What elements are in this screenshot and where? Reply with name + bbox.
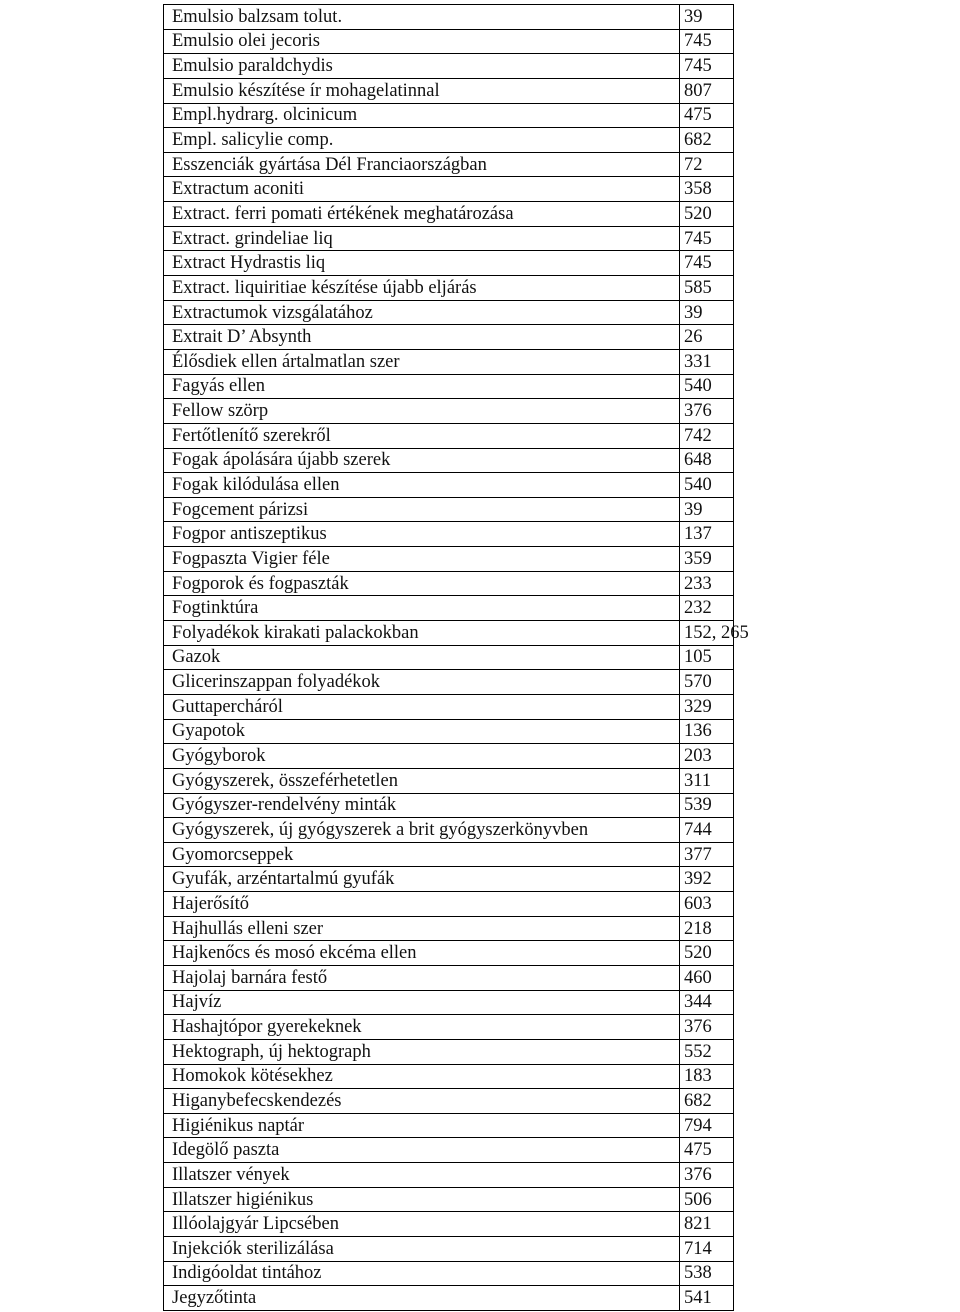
table-row xyxy=(164,300,734,325)
index-term: Injekciók sterilizálása xyxy=(164,1237,680,1262)
table-row xyxy=(164,128,734,153)
page-number: 603 xyxy=(680,892,734,917)
page-number: 682 xyxy=(680,128,734,153)
table-row xyxy=(164,448,734,473)
table-row xyxy=(164,473,734,498)
table-row xyxy=(164,177,734,202)
index-term: Gyógyszer-rendelvény minták xyxy=(164,793,680,818)
page-number: 540 xyxy=(680,374,734,399)
page-number: 745 xyxy=(680,251,734,276)
index-term: Empl. salicylie comp. xyxy=(164,128,680,153)
index-term: Illóolajgyár Lipcsében xyxy=(164,1212,680,1237)
index-term: Illatszer vények xyxy=(164,1163,680,1188)
page-number: 552 xyxy=(680,1039,734,1064)
index-term: Fertőtlenítő szerekről xyxy=(164,423,680,448)
index-term: Gyógyszerek, új gyógyszerek a brit gyógyszerkönyvben xyxy=(164,818,680,843)
table-row xyxy=(164,621,734,646)
table-row xyxy=(164,571,734,596)
table-row xyxy=(164,29,734,54)
table-row xyxy=(164,768,734,793)
index-table-body xyxy=(164,5,749,1311)
page-number: 585 xyxy=(680,276,734,301)
page-number: 714 xyxy=(680,1237,734,1262)
table-row xyxy=(164,670,734,695)
page-number: 329 xyxy=(680,694,734,719)
index-term: Fogtinktúra xyxy=(164,596,680,621)
page-number: 39 xyxy=(680,300,734,325)
page-number: 376 xyxy=(680,1163,734,1188)
table-row xyxy=(164,1212,734,1237)
table-row xyxy=(164,374,734,399)
page-number: 359 xyxy=(680,547,734,572)
index-term: Extract. ferri pomati értékének meghatározása xyxy=(164,202,680,227)
index-term: Homokok kötésekhez xyxy=(164,1064,680,1089)
index-term: Esszenciák gyártása Dél Franciaországban xyxy=(164,152,680,177)
index-term: Hajerősítő xyxy=(164,892,680,917)
index-term: Gyomorcseppek xyxy=(164,842,680,867)
index-term: Fagyás ellen xyxy=(164,374,680,399)
table-row xyxy=(164,349,734,374)
table-row xyxy=(164,1286,734,1311)
page-number: 794 xyxy=(680,1113,734,1138)
table-row xyxy=(164,1163,734,1188)
page-number: 203 xyxy=(680,744,734,769)
index-term: Fogak kilódulása ellen xyxy=(164,473,680,498)
index-term: Hajhullás elleni szer xyxy=(164,916,680,941)
page-number: 136 xyxy=(680,719,734,744)
table-row xyxy=(164,1089,734,1114)
page-number: 39 xyxy=(680,5,734,30)
index-term: Fellow szörp xyxy=(164,399,680,424)
index-term: Guttapercháról xyxy=(164,694,680,719)
index-term: Extract. grindeliae liq xyxy=(164,226,680,251)
index-term: Empl.hydrarg. olcinicum xyxy=(164,103,680,128)
index-term: Idegölő paszta xyxy=(164,1138,680,1163)
page-number: 807 xyxy=(680,78,734,103)
page-number: 520 xyxy=(680,941,734,966)
page-number: 376 xyxy=(680,1015,734,1040)
index-term: Fogcement párizsi xyxy=(164,497,680,522)
page-number: 570 xyxy=(680,670,734,695)
table-row xyxy=(164,251,734,276)
table-row xyxy=(164,744,734,769)
table-row xyxy=(164,1261,734,1286)
index-term: Gyógyszerek, összeférhetetlen xyxy=(164,768,680,793)
page-number: 520 xyxy=(680,202,734,227)
table-row xyxy=(164,1187,734,1212)
page-number: 39 xyxy=(680,497,734,522)
table-row xyxy=(164,202,734,227)
table-row xyxy=(164,842,734,867)
page-number: 539 xyxy=(680,793,734,818)
table-row xyxy=(164,276,734,301)
index-term: Fogpor antiszeptikus xyxy=(164,522,680,547)
page-number: 233 xyxy=(680,571,734,596)
page-number: 344 xyxy=(680,990,734,1015)
index-term: Hajkenőcs és mosó ekcéma ellen xyxy=(164,941,680,966)
index-term: Gyapotok xyxy=(164,719,680,744)
page-number: 742 xyxy=(680,423,734,448)
table-row xyxy=(164,1064,734,1089)
table-row xyxy=(164,1039,734,1064)
index-term: Fogporok és fogpaszták xyxy=(164,571,680,596)
table-row xyxy=(164,1237,734,1262)
page-number: 745 xyxy=(680,54,734,79)
page-number: 218 xyxy=(680,916,734,941)
index-term: Extract Hydrastis liq xyxy=(164,251,680,276)
page-number: 745 xyxy=(680,226,734,251)
page-number: 377 xyxy=(680,842,734,867)
table-row xyxy=(164,645,734,670)
table-row xyxy=(164,916,734,941)
table-row xyxy=(164,793,734,818)
page-number: 331 xyxy=(680,349,734,374)
page-number: 648 xyxy=(680,448,734,473)
index-term: Emulsio balzsam tolut. xyxy=(164,5,680,30)
index-term: Hashajtópor gyerekeknek xyxy=(164,1015,680,1040)
index-term: Extract. liquiritiae készítése újabb eljárás xyxy=(164,276,680,301)
page-number: 540 xyxy=(680,473,734,498)
index-term: Higanybefecskendezés xyxy=(164,1089,680,1114)
table-row xyxy=(164,522,734,547)
table-row xyxy=(164,596,734,621)
index-term: Illatszer higiénikus xyxy=(164,1187,680,1212)
table-row xyxy=(164,941,734,966)
table-row xyxy=(164,990,734,1015)
page-number: 745 xyxy=(680,29,734,54)
table-row xyxy=(164,423,734,448)
page-number: 72 xyxy=(680,152,734,177)
index-term: Gazok xyxy=(164,645,680,670)
index-term: Extractumok vizsgálatához xyxy=(164,300,680,325)
page-number: 232 xyxy=(680,596,734,621)
page-number: 506 xyxy=(680,1187,734,1212)
table-row xyxy=(164,1113,734,1138)
index-term: Glicerinszappan folyadékok xyxy=(164,670,680,695)
page-number: 538 xyxy=(680,1261,734,1286)
index-term: Hajolaj barnára festő xyxy=(164,965,680,990)
table-row xyxy=(164,892,734,917)
table-row xyxy=(164,1015,734,1040)
index-term: Folyadékok kirakati palackokban xyxy=(164,621,680,646)
table-row xyxy=(164,965,734,990)
index-term: Gyógyborok xyxy=(164,744,680,769)
table-row xyxy=(164,399,734,424)
index-term: Higiénikus naptár xyxy=(164,1113,680,1138)
table-row xyxy=(164,497,734,522)
index-term: Emulsio olei jecoris xyxy=(164,29,680,54)
index-table xyxy=(163,4,749,1311)
index-term: Gyufák, arzéntartalmú gyufák xyxy=(164,867,680,892)
index-term: Extractum aconiti xyxy=(164,177,680,202)
table-row xyxy=(164,152,734,177)
table-row xyxy=(164,818,734,843)
index-term: Emulsio készítése ír mohagelatinnal xyxy=(164,78,680,103)
page-number: 26 xyxy=(680,325,734,350)
index-term: Hajvíz xyxy=(164,990,680,1015)
page-number: 376 xyxy=(680,399,734,424)
page-number: 475 xyxy=(680,1138,734,1163)
page-number: 105 xyxy=(680,645,734,670)
page-number: 392 xyxy=(680,867,734,892)
page-number: 137 xyxy=(680,522,734,547)
page-number: 358 xyxy=(680,177,734,202)
index-term: Jegyzőtinta xyxy=(164,1286,680,1311)
table-row xyxy=(164,547,734,572)
page-number: 183 xyxy=(680,1064,734,1089)
table-row xyxy=(164,78,734,103)
index-term: Extrait D’ Absynth xyxy=(164,325,680,350)
index-term: Fogpaszta Vigier féle xyxy=(164,547,680,572)
index-term: Fogak ápolására újabb szerek xyxy=(164,448,680,473)
page-number: 744 xyxy=(680,818,734,843)
table-row xyxy=(164,719,734,744)
table-row xyxy=(164,103,734,128)
page-number: 475 xyxy=(680,103,734,128)
table-row xyxy=(164,694,734,719)
page-number: 821 xyxy=(680,1212,734,1237)
table-row xyxy=(164,867,734,892)
table-row xyxy=(164,325,734,350)
table-row xyxy=(164,1138,734,1163)
index-term: Emulsio paraldchydis xyxy=(164,54,680,79)
table-row xyxy=(164,54,734,79)
page-number: 460 xyxy=(680,965,734,990)
page-number: 682 xyxy=(680,1089,734,1114)
page-number: 152, 265 xyxy=(680,621,734,646)
index-term: Élősdiek ellen ártalmatlan szer xyxy=(164,349,680,374)
page-number: 311 xyxy=(680,768,734,793)
page-number: 541 xyxy=(680,1286,734,1311)
table-row xyxy=(164,5,734,30)
index-term: Indigóoldat tintához xyxy=(164,1261,680,1286)
table-row xyxy=(164,226,734,251)
index-term: Hektograph, új hektograph xyxy=(164,1039,680,1064)
